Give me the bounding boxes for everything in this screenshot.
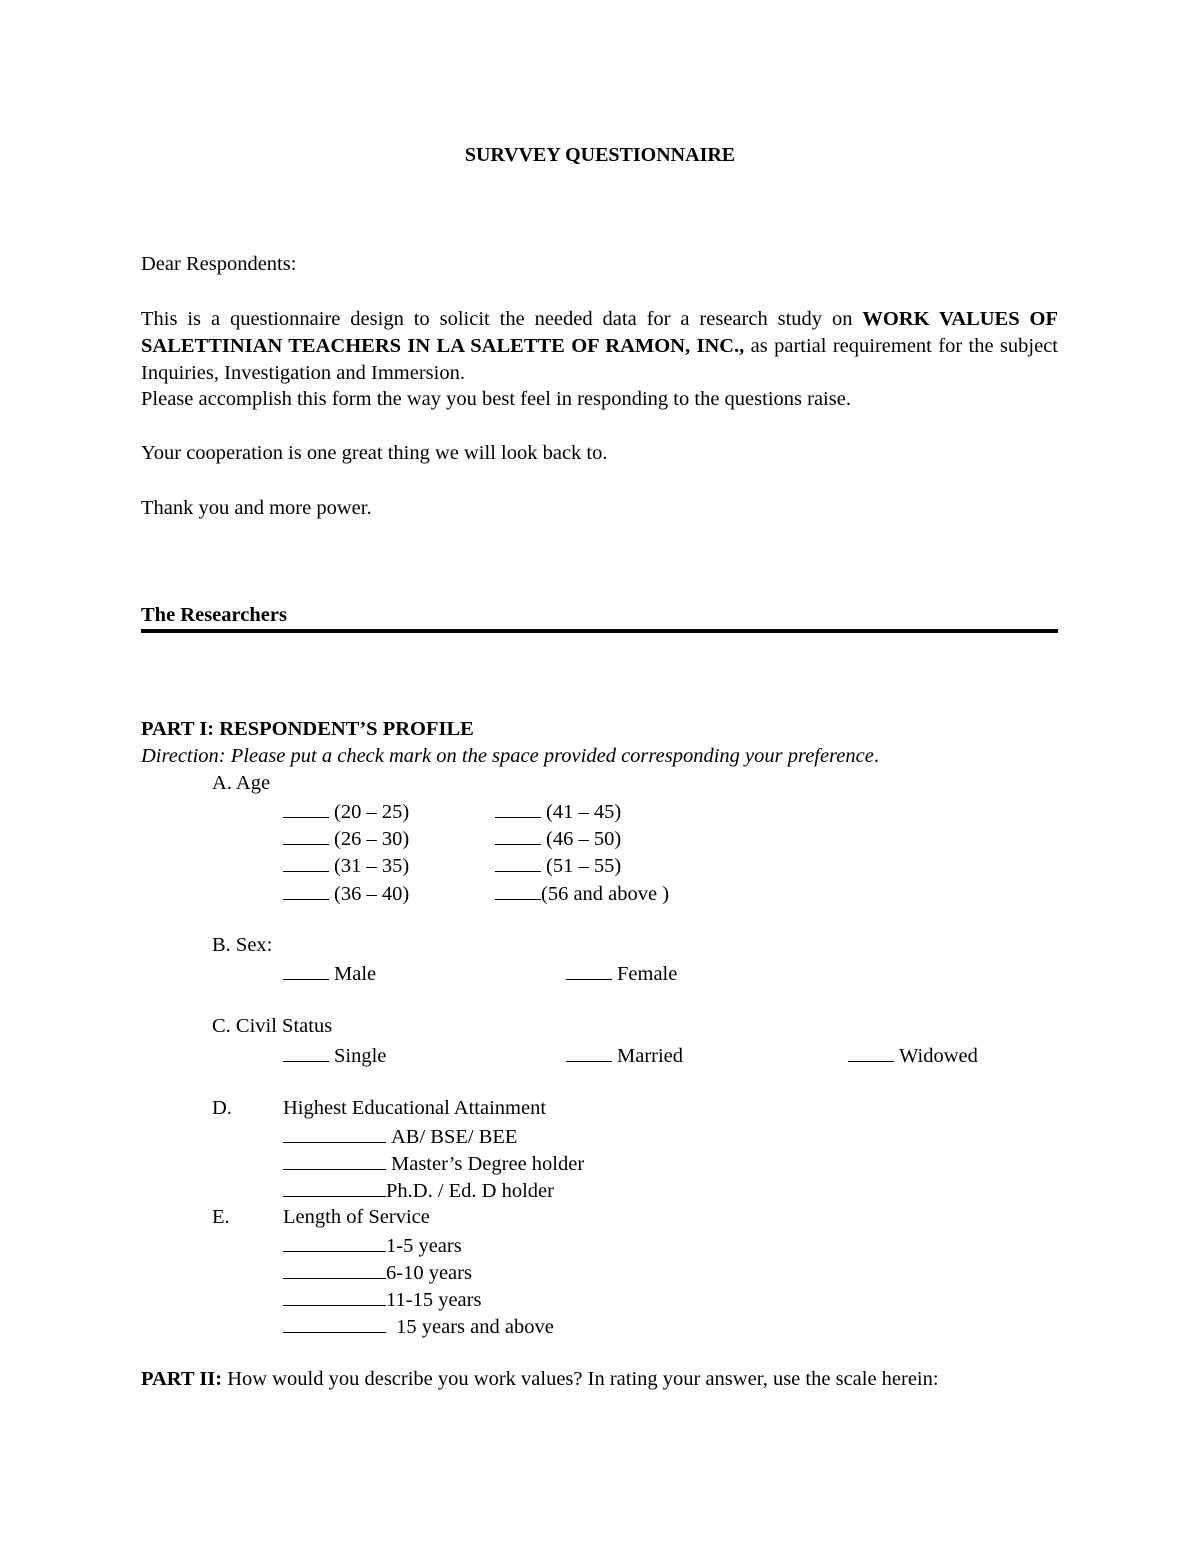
check-blank[interactable] [495,826,541,845]
civil-option-single[interactable]: Single [283,1043,386,1069]
age-option[interactable]: (20 – 25) [283,799,409,825]
check-blank[interactable] [283,1314,386,1333]
part1-direction [141,745,879,769]
education-option[interactable]: Master’s Degree holder [283,1151,584,1177]
check-blank[interactable] [495,799,541,818]
intro-text-2: as partial requirement for the subject Inquiries, Investigation and Immersion. [141,335,1058,384]
check-blank[interactable] [283,1178,386,1197]
civil-option-widowed[interactable]: Widowed [848,1043,978,1069]
check-blank[interactable] [566,961,612,980]
sex-option-male[interactable]: Male [283,961,376,987]
civil-status-label: C. Civil Status [212,1015,333,1037]
check-blank[interactable] [495,881,541,900]
check-blank[interactable] [283,1151,386,1170]
education-option[interactable]: AB/ BSE/ BEE [283,1124,517,1150]
age-option[interactable]: (51 – 55) [495,853,621,879]
age-option[interactable]: (36 – 40) [283,881,409,907]
age-option[interactable]: (56 and above ) [495,881,669,907]
check-blank[interactable] [283,826,329,845]
thanks-text: Thank you and more power. [141,497,372,519]
service-letter: E. [212,1206,230,1228]
signature: The Researchers [141,604,287,626]
check-blank[interactable] [566,1043,612,1062]
check-blank[interactable] [848,1043,894,1062]
direction-text: Direction: Please put a check mark on the space provided corresponding your preference [141,745,874,767]
direction-end: . [873,745,879,767]
check-blank[interactable] [283,1043,329,1062]
check-blank[interactable] [283,1124,386,1143]
document-title: SURVVEY QUESTIONNAIRE [464,144,736,166]
check-blank[interactable] [495,853,541,872]
sex-label: B. Sex: [212,934,273,956]
salutation: Dear Respondents: [141,253,297,275]
check-blank[interactable] [283,961,329,980]
part2-text: How would you describe you work values? In rating your answer, use the scale herein: [222,1368,939,1390]
sex-option-female[interactable]: Female [566,961,677,987]
check-blank[interactable] [283,799,329,818]
study-title: WORK VALUES OF SALETTINIAN TEACHERS IN LA SALETTE OF RAMON, INC., [141,308,1058,357]
part1-heading: PART I: RESPONDENT’S PROFILE [141,718,474,740]
part2-heading: PART II: [141,1368,223,1390]
check-blank[interactable] [283,853,329,872]
civil-option-married[interactable]: Married [566,1043,683,1069]
intro-paragraph [141,306,1058,387]
age-option[interactable]: (41 – 45) [495,799,621,825]
education-label: Highest Educational Attainment [283,1097,547,1119]
age-option[interactable]: (31 – 35) [283,853,409,879]
check-blank[interactable] [283,1260,386,1279]
check-blank[interactable] [283,1287,386,1306]
check-blank[interactable] [283,1233,386,1252]
service-option[interactable]: 15 years and above [283,1314,554,1340]
service-option[interactable]: 1-5 years [283,1233,462,1259]
education-letter: D. [212,1097,232,1119]
check-blank[interactable] [283,881,329,900]
service-label: Length of Service [283,1206,430,1228]
cooperation-text: Your cooperation is one great thing we will look back to. [141,442,608,464]
service-option[interactable]: 11-15 years [283,1287,481,1313]
age-label: A. Age [212,772,271,794]
intro-text-1: This is a questionnaire design to solicit the needed data for a research study on [141,308,863,330]
signature-rule [141,629,1058,633]
instruction-text: Please accomplish this form the way you best feel in responding to the questions raise. [141,388,851,410]
part2-line [141,1368,939,1392]
age-option[interactable]: (46 – 50) [495,826,621,852]
education-option[interactable]: Ph.D. / Ed. D holder [283,1178,554,1204]
service-option[interactable]: 6-10 years [283,1260,472,1286]
age-option[interactable]: (26 – 30) [283,826,409,852]
